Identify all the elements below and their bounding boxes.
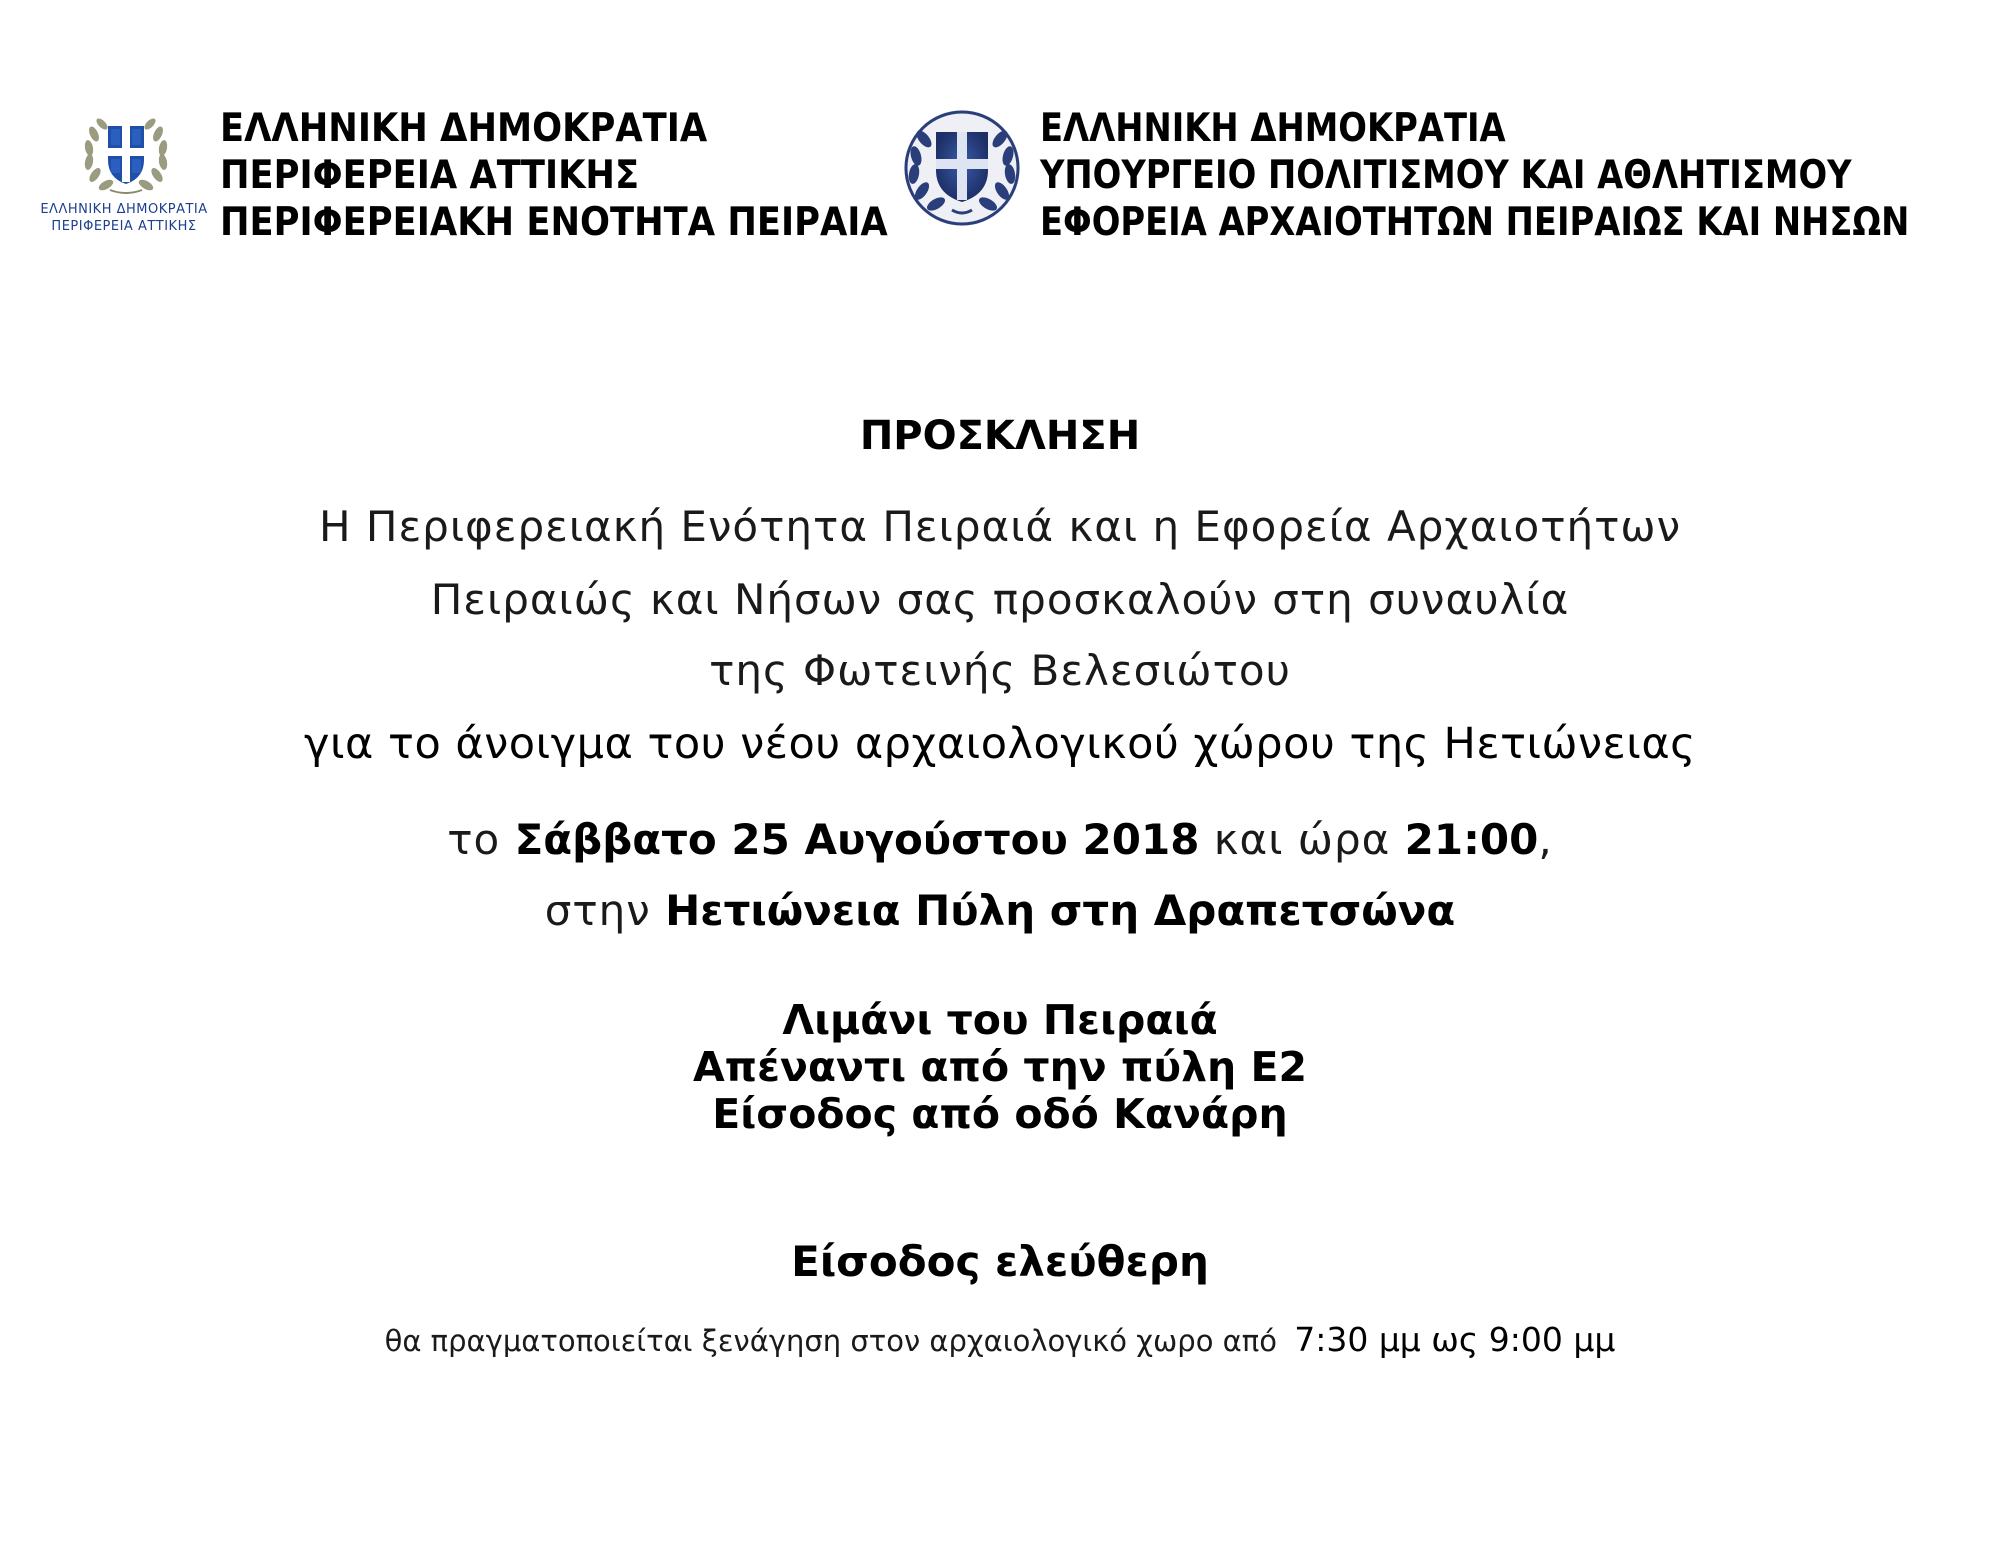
place-line (0, 886, 2000, 935)
invitation-title: ΠΡΟΣΚΛΗΣΗ (859, 413, 1141, 459)
intro-line: Η Περιφερειακή Ενότητα Πειραιά και η Εφορεία Αρχαιοτήτων (318, 502, 1682, 551)
event-place: Ηετιώνεια Πύλη στη Δραπετσώνα (665, 886, 1456, 935)
region-attica-emblem-caption (34, 201, 214, 235)
header-right-line: ΥΠΟΥΡΓΕΙΟ ΠΟΛΙΤΙΣΜΟΥ ΚΑΙ ΑΘΛΗΤΙΣΜΟΥ (1040, 153, 1852, 198)
header-left-line: ΕΛΛΗΝΙΚΗ ΔΗΜΟΚΡΑΤΙΑ (220, 106, 708, 151)
address-line: Απέναντι από την πύλη Ε2 (692, 1043, 1308, 1091)
header-right-line: ΕΛΛΗΝΙΚΗ ΔΗΜΟΚΡΑΤΙΑ (1040, 106, 1506, 151)
header-left-organization (220, 105, 888, 246)
event-time: 21:00 (1404, 815, 1539, 864)
event-date: Σάββατο 25 Αυγούστου 2018 (514, 815, 1200, 864)
occasion-line: για το άνοιγμα του νέου αρχαιολογικού χώρου της Ηετιώνειας (304, 719, 1696, 769)
guided-tour-text: θα πραγματοποιείται ξενάγηση στον αρχαιολογικό χωρο από (384, 1324, 1277, 1358)
address-line: Είσοδος από οδό Κανάρη (712, 1090, 1288, 1138)
header-left-line: ΠΕΡΙΦΕΡΕΙΑ ΑΤΤΙΚΗΣ (220, 153, 640, 198)
header-right-line: ΕΦΟΡΕΙΑ ΑΡΧΑΙΟΤΗΤΩΝ ΠΕΙΡΑΙΩΣ ΚΑΙ ΝΗΣΩΝ (1040, 200, 1910, 245)
header-left-line: ΠΕΡΙΦΕΡΕΙΑΚΗ ΕΝΟΤΗΤΑ ΠΕΙΡΑΙΑ (220, 200, 888, 245)
header-right-organization (1040, 105, 1909, 246)
intro-line: Πειραιώς και Νήσων σας προσκαλούν στη συναυλία (430, 575, 1570, 624)
date-suffix: , (1538, 815, 1553, 864)
guided-tour-time: 7:30 μμ ως 9:00 μμ (1294, 1320, 1616, 1359)
region-attica-emblem-icon (80, 104, 172, 200)
emblem-caption-line: ΕΛΛΗΝΙΚΗ ΔΗΜΟΚΡΑΤΙΑ (40, 202, 208, 217)
free-entry-notice: Είσοδος ελεύθερη (791, 1237, 1209, 1286)
place-prefix: στην (544, 886, 651, 935)
hellenic-republic-seal-icon (892, 106, 1032, 246)
emblem-caption-line: ΠΕΡΙΦΕΡΕΙΑ ΑΤΤΙΚΗΣ (51, 219, 197, 234)
date-prefix: το (447, 815, 501, 864)
address-line: Λιμάνι του Πειραιά (782, 996, 1218, 1044)
date-middle: και ώρα (1213, 815, 1391, 864)
intro-line: της Φωτεινής Βελεσιώτου (709, 646, 1291, 695)
date-line (0, 815, 2000, 864)
guided-tour-notice (0, 1320, 2000, 1359)
